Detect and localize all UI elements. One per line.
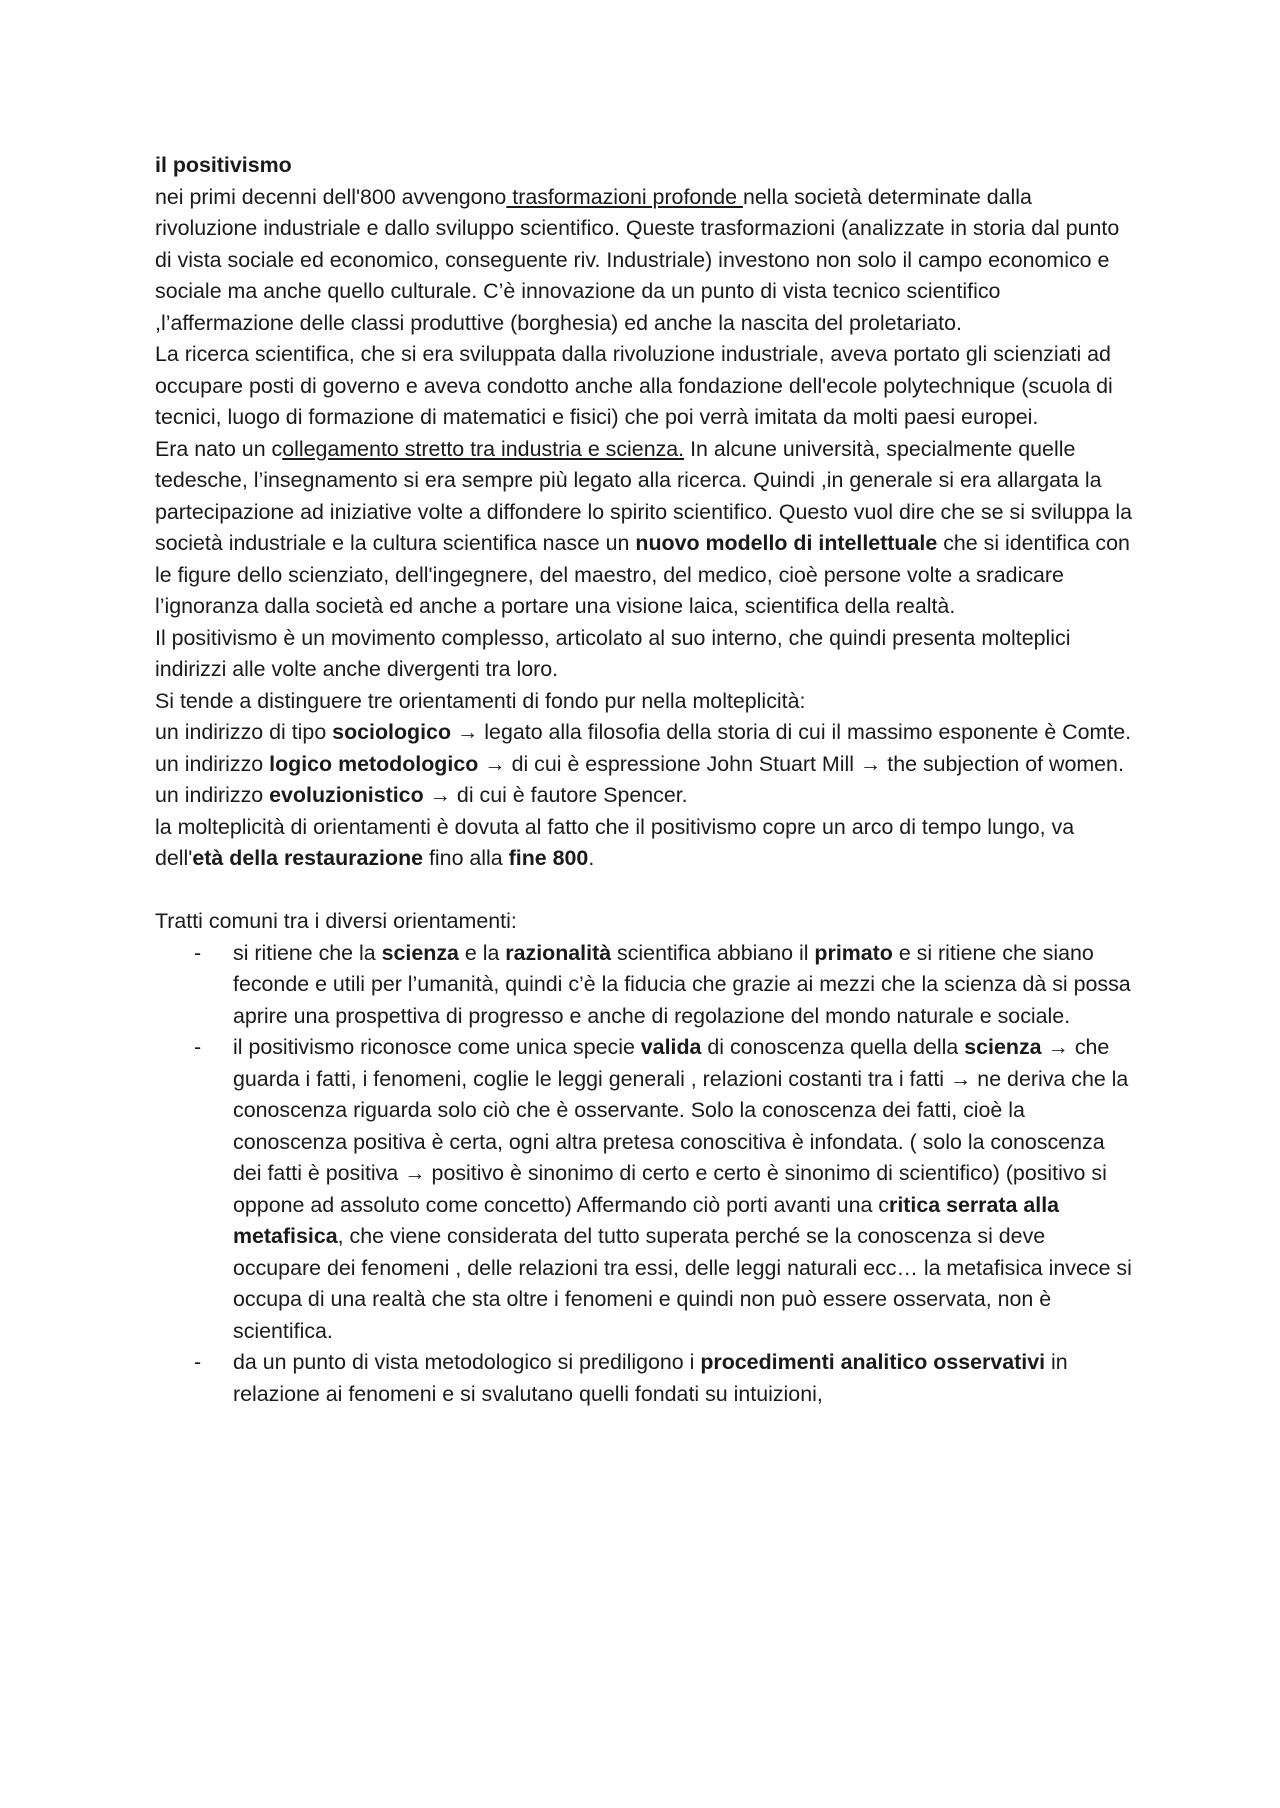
paragraph-2: La ricerca scientifica, che si era sviluppata dalla rivoluzione industriale, aveva portato gli scienziati ad occupare posti di governo e aveva condotto anche alla fondazione dell'ecole polytechnique (scuola di tecnici, luogo di formazione di matematici e fisici) che poi verrà imitata da molti paesi europei. xyxy=(155,342,1113,429)
paragraph-9 xyxy=(155,812,1135,875)
document-page xyxy=(155,150,1135,1410)
bold-phrase: evoluzionistico xyxy=(269,783,424,807)
list-item-text-d: , che viene considerata del tutto superata perché se la conoscenza si deve occupare dei fenomeni , delle relazioni tra essi, delle leggi naturali ecc… la metafisica invece si occupa di una realtà che sta oltre i fenomeni e quindi non può essere osservata, non è scientifica. xyxy=(233,1224,1132,1343)
underlined-phrase-2: ollegamento stretto tra industria e scienza. xyxy=(282,436,685,461)
orientation-text-b: → di cui è espressione John Stuart Mill → the subjection of women. xyxy=(478,751,1124,776)
orientation-text-b: → legato alla filosofia della storia di cui il massimo esponente è Comte. xyxy=(451,720,1132,744)
orientation-sociological xyxy=(155,717,1135,749)
list-item-text-a: da un punto di vista metodologico si prediligono i xyxy=(233,1350,701,1374)
bold-phrase: procedimenti analitico osservativi xyxy=(700,1350,1046,1374)
bold-phrase: fine 800 xyxy=(508,846,589,870)
orientation-text-a: un indirizzo xyxy=(155,751,270,776)
orientation-logical xyxy=(155,749,1135,781)
underlined-phrase-1: trasformazioni profonde xyxy=(506,184,743,209)
document-title: il positivismo xyxy=(155,153,292,177)
list-item-text-d: e si ritiene che siano feconde e utili per l’umanità, quindi c’è la fiducia che grazie ai mezzi che la scienza dà si possa aprire una prospettiva di progresso e anche di regolazione del mondo naturale e sociale. xyxy=(233,940,1131,1028)
list-item-text-c: scientifica abbiano il xyxy=(611,940,815,965)
paragraph-9-text-a: la molteplicità di orientamenti è dovuta al fatto che il positivismo copre un arco di tempo lungo, va dell' xyxy=(155,814,1075,870)
paragraph-3-text-b: In alcune università, specialmente quelle tedesche, l’insegnamento si era sempre più legato alla ricerca. Quindi ,in generale si era allargata la partecipazione ad iniziative volte a diffondere lo spirito scientifico. Questo vuol dire che se si sviluppa la società industriale e la cultura scientifica nasce un xyxy=(155,436,1132,555)
common-traits-list xyxy=(155,938,1135,1411)
paragraph-5: Si tende a distinguere tre orientamenti di fondo pur nella molteplicità: xyxy=(155,688,806,713)
paragraph-3-text-a: Era nato un c xyxy=(155,436,283,461)
paragraph-4: Il positivismo è un movimento complesso, articolato al suo interno, che quindi presenta molteplici indirizzi alle volte anche divergenti tra loro. xyxy=(155,625,1071,681)
bold-phrase: sociologico xyxy=(332,720,452,744)
list-item xyxy=(155,938,1135,1033)
paragraph-9-text-b: fino alla xyxy=(423,846,509,870)
paragraph-1-text-a: nei primi decenni dell'800 avvengono xyxy=(155,184,507,209)
orientation-evolutionary xyxy=(155,780,1135,812)
bold-phrase: scienza xyxy=(964,1035,1042,1059)
paragraph-1 xyxy=(155,182,1135,340)
list-item-text-b: e la xyxy=(458,940,506,965)
bold-phrase: età della restaurazione xyxy=(192,846,424,870)
list-item-text-c: → che guarda i fatti, i fenomeni, coglie le leggi generali , relazioni costanti tra i fatti → ne deriva che la conoscenza riguarda solo ciò che è osservante. Solo la conoscenza dei fatti, cioè la conoscenza positiva è certa, ogni altra pretesa conoscitiva è infondata. ( solo la conoscenza dei fatti è positiva → positivo è sinonimo di certo e certo è sinonimo di scientifico) (positivo si oppone ad assoluto come concetto) Affermando ciò porti avanti una c xyxy=(233,1035,1129,1217)
list-item-text-a: si ritiene che la xyxy=(233,940,382,965)
list-item-text-b: in relazione ai fenomeni e si svalutano quelli fondati su intuizioni, xyxy=(233,1350,1068,1406)
orientation-text-b: → di cui è fautore Spencer. xyxy=(423,783,688,807)
bold-phrase: primato xyxy=(814,940,893,965)
bold-phrase: logico metodologico xyxy=(269,751,479,776)
bold-phrase: valida xyxy=(640,1035,702,1059)
paragraph-3-text-c: che si identifica con le figure dello scienziato, dell'ingegnere, del maestro, del medico, cioè persone volte a sradicare l’ignoranza dalla società ed anche a portare una visione laica, scientifica della realtà. xyxy=(155,531,1130,618)
blank-line xyxy=(155,875,1135,907)
bold-phrase: razionalità xyxy=(505,940,612,965)
list-item xyxy=(155,1347,1135,1410)
list-item xyxy=(155,1032,1135,1347)
paragraph-1-text-b: nella società determinate dalla rivoluzione industriale e dallo sviluppo scientifico. Queste trasformazioni (analizzate in storia dal punto di vista sociale ed economico, conseguente riv. Industriale) investono non solo il campo economico e sociale ma anche quello culturale. C’è innovazione da un punto di vista tecnico scientifico ,l’affermazione delle classi produttive (borghesia) ed anche la nascita del proletariato. xyxy=(155,184,1120,335)
paragraph-10: Tratti comuni tra i diversi orientamenti: xyxy=(155,909,517,933)
list-item-text-b: di conoscenza quella della xyxy=(701,1035,965,1059)
paragraph-9-text-c: . xyxy=(588,846,595,870)
list-item-text-a: il positivismo riconosce come unica specie xyxy=(233,1035,641,1059)
bold-phrase: scienza xyxy=(381,940,459,965)
orientation-text-a: un indirizzo di tipo xyxy=(155,720,333,744)
orientation-text-a: un indirizzo xyxy=(155,783,270,807)
paragraph-3 xyxy=(155,434,1135,623)
bold-phrase: nuovo modello di intellettuale xyxy=(635,531,938,555)
bold-phrase: ritica serrata alla metafisica xyxy=(233,1192,1060,1248)
